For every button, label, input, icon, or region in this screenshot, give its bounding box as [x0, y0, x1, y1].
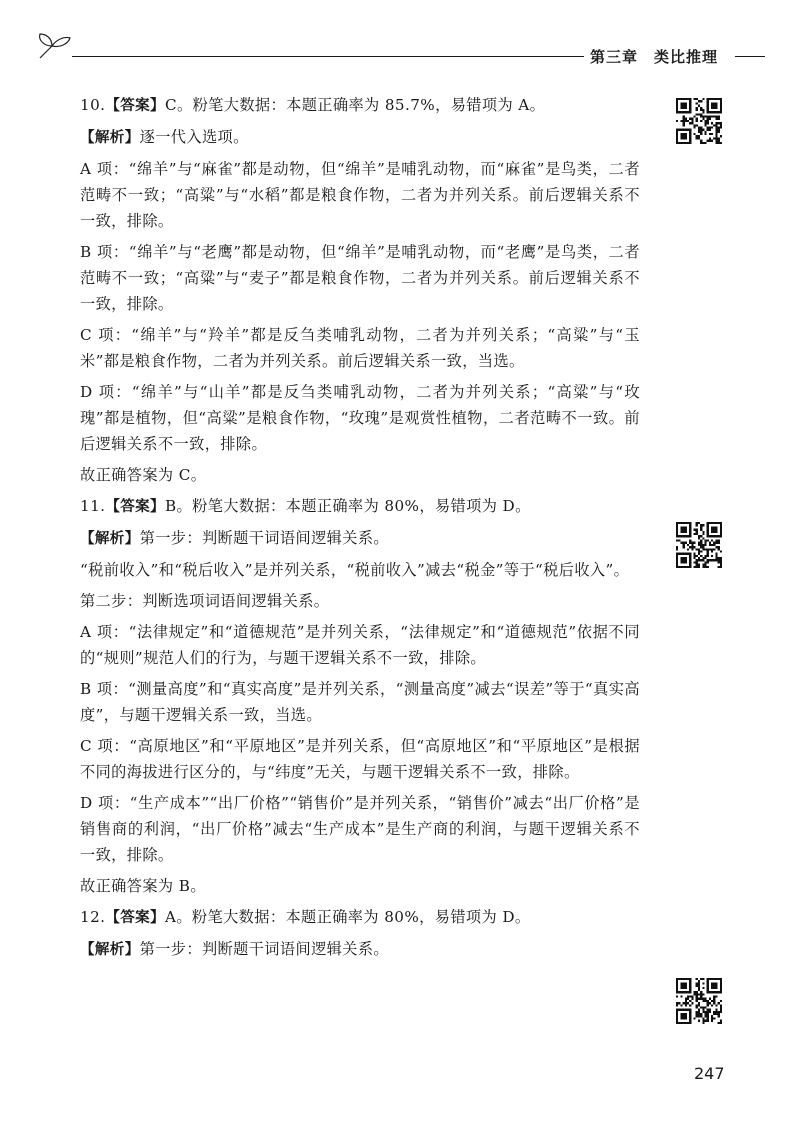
paragraph: 【解析】第一步：判断题干词语间逻辑关系。: [80, 529, 390, 547]
paragraph: B 项：“绵羊”与“老鹰”都是动物，但“绵羊”是哺乳动物，而“老鹰”是鸟类，二者范畴不一致；“高粱”与“麦子”都是粮食作物，二者为并列关系。前后逻辑关系不一致，排除。: [80, 243, 640, 313]
paragraph: 11.【答案】B。粉笔大数据：本题正确率为 80%，易错项为 D。: [80, 497, 531, 515]
chapter-number: 第三章: [590, 48, 639, 66]
page-number: 247: [694, 1064, 725, 1083]
paragraph: C 项：“绵羊”与“羚羊”都是反刍类哺乳动物，二者为并列关系；“高粱”与“玉米”都是粮食作物，二者为并列关系。前后逻辑关系一致，当选。: [80, 326, 640, 370]
analysis-label: 【解析】: [80, 942, 140, 958]
answer-label: 【答案】: [105, 499, 165, 515]
sprout-icon: [34, 28, 76, 62]
paragraph: A 项：“法律规定”和“道德规范”是并列关系，“法律规定”和“道德规范”依据不同的“规则”规范人们的行为，与题干逻辑关系不一致，排除。: [80, 623, 640, 667]
answer-label: 【答案】: [105, 910, 165, 926]
paragraph: D 项：“绵羊”与“山羊”都是反刍类哺乳动物，二者为并列关系；“高粱”与“玫瑰”都是植物，但“高粱”是粮食作物，“玫瑰”是观赏性植物，二者范畴不一致。前后逻辑关系不一致，排除。: [80, 383, 640, 453]
paragraph: 12.【答案】A。粉笔大数据：本题正确率为 80%，易错项为 D。: [80, 908, 531, 926]
paragraph: “税前收入”和“税后收入”是并列关系，“税前收入”减去“税金”等于“税后收入”。: [80, 561, 630, 579]
paragraph: 【解析】逐一代入选项。: [80, 128, 249, 146]
paragraph: A 项：“绵羊”与“麻雀”都是动物，但“绵羊”是哺乳动物，而“麻雀”是鸟类，二者范畴不一致；“高粱”与“水稻”都是粮食作物，二者为并列关系。前后逻辑关系不一致，排除。: [80, 160, 640, 230]
page-header: [0, 0, 800, 80]
header-rule: [72, 56, 584, 57]
chapter-heading: [590, 46, 718, 67]
page-content: [80, 92, 640, 968]
paragraph: B 项：“测量高度”和“真实高度”是并列关系，“测量高度”减去“误差”等于“真实高度”，与题干逻辑关系一致，当选。: [80, 680, 640, 724]
question-number: 10.: [80, 96, 106, 114]
analysis-label: 【解析】: [80, 130, 140, 146]
question-number: 11.: [80, 497, 106, 515]
paragraph: 故正确答案为 C。: [80, 466, 207, 484]
answer-label: 【答案】: [105, 98, 165, 114]
paragraph: 【解析】第一步：判断题干词语间逻辑关系。: [80, 940, 390, 958]
paragraph: C 项：“高原地区”和“平原地区”是并列关系，但“高原地区”和“平原地区”是根据不同的海拔进行区分的，与“纬度”无关，与题干逻辑关系不一致，排除。: [80, 737, 640, 781]
qr-code-icon[interactable]: [676, 522, 722, 568]
paragraph: D 项：“生产成本”“出厂价格”“销售价”是并列关系，“销售价”减去“出厂价格”是销售商的利润，“出厂价格”减去“生产成本”是生产商的利润，与题干逻辑关系不一致，排除。: [80, 794, 640, 864]
qr-code-icon[interactable]: [676, 98, 722, 144]
analysis-label: 【解析】: [80, 531, 140, 547]
paragraph: 故正确答案为 B。: [80, 877, 206, 895]
chapter-title: 类比推理: [654, 48, 719, 66]
paragraph: 10.【答案】C。粉笔大数据：本题正确率为 85.7%，易错项为 A。: [80, 96, 546, 114]
paragraph: 第二步：判断选项词语间逻辑关系。: [80, 592, 330, 610]
header-rule-right: [735, 56, 765, 57]
qr-code-icon[interactable]: [676, 978, 722, 1024]
question-number: 12.: [80, 908, 106, 926]
